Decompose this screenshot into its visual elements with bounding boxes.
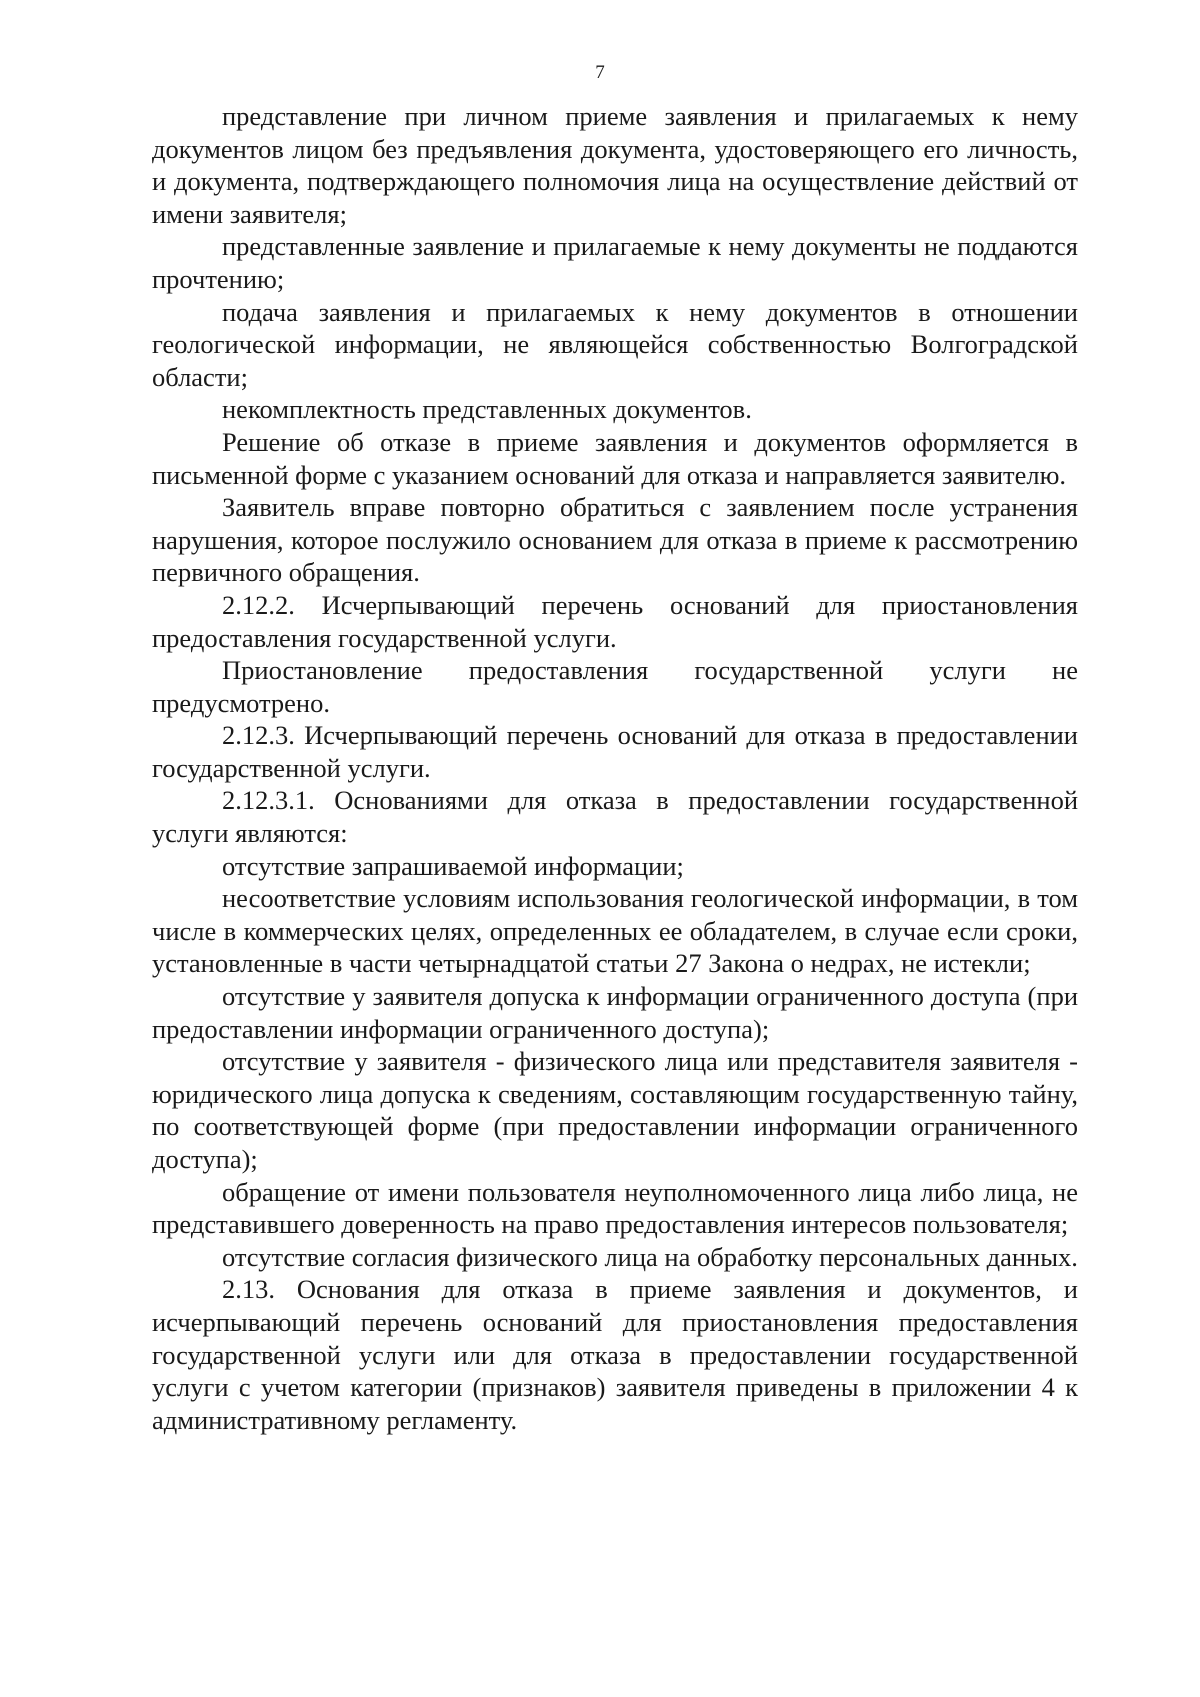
paragraph: отсутствие у заявителя допуска к информации ограниченного доступа (при предоставлении информации ограниченного доступа); [152,981,1078,1044]
paragraph: Решение об отказе в приеме заявления и документов оформляется в письменной форме с указанием оснований для отказа и направляется заявителю. [152,426,1078,490]
paragraph: 2.12.3.1. Основаниями для отказа в предоставлении государственной услуги являются: [152,785,1078,849]
paragraph: обращение от имени пользователя неуполномоченного лица либо лица, не представившего доверенность на право предоставления интересов пользователя; [152,1176,1078,1240]
paragraph: некомплектность представленных документов. [222,394,752,425]
paragraph: представление при личном приеме заявления и прилагаемых к нему документов лицом без предъявления документа, удостоверяющего его личность, и документа, подтверждающего полномочия лица на осуществление действий от имени заявителя; [152,101,1078,229]
paragraph: Заявитель вправе повторно обратиться с заявлением после устранения нарушения, которое послужило основанием для отказа в приеме к рассмотрению первичного обращения. [152,492,1078,588]
paragraph: представленные заявление и прилагаемые к нему документы не поддаются прочтению; [152,231,1078,294]
paragraph: 2.12.2. Исчерпывающий перечень оснований для приостановления предоставления государственной услуги. [152,589,1078,653]
page-number: 7 [595,62,605,83]
paragraph: 2.13. Основания для отказа в приеме заявления и документов, и исчерпывающий перечень оснований для приостановления предоставления государственной услуги или для отказа в предоставлении государственной услуги с учетом категории (признаков) заявителя приведены в приложении 4 к административному регламенту. [152,1274,1078,1435]
paragraph: подача заявления и прилагаемых к нему документов в отношении геологической информации, не являющейся собственностью Волгоградской области; [152,296,1078,392]
paragraph: несоответствие условиям использования геологической информации, в том числе в коммерческих целях, определенных ее обладателем, в случае если сроки, установленные в части четырнадцатой статьи 27 Закона о недрах, не истекли; [152,883,1078,979]
paragraph: отсутствие запрашиваемой информации; [222,850,684,881]
paragraph: Приостановление предоставления государственной услуги не предусмотрено. [152,655,1078,718]
paragraph: отсутствие согласия физического лица на обработку персональных данных. [222,1241,1078,1272]
paragraph: 2.12.3. Исчерпывающий перечень оснований для отказа в предоставлении государственной услуги. [152,720,1078,783]
paragraph: отсутствие у заявителя - физического лица или представителя заявителя - юридического лица допуска к сведениям, составляющим государственную тайну, по соответствующей форме (при предоставлении информации ограниченного доступа); [152,1046,1078,1174]
document-body [152,100,1078,1436]
